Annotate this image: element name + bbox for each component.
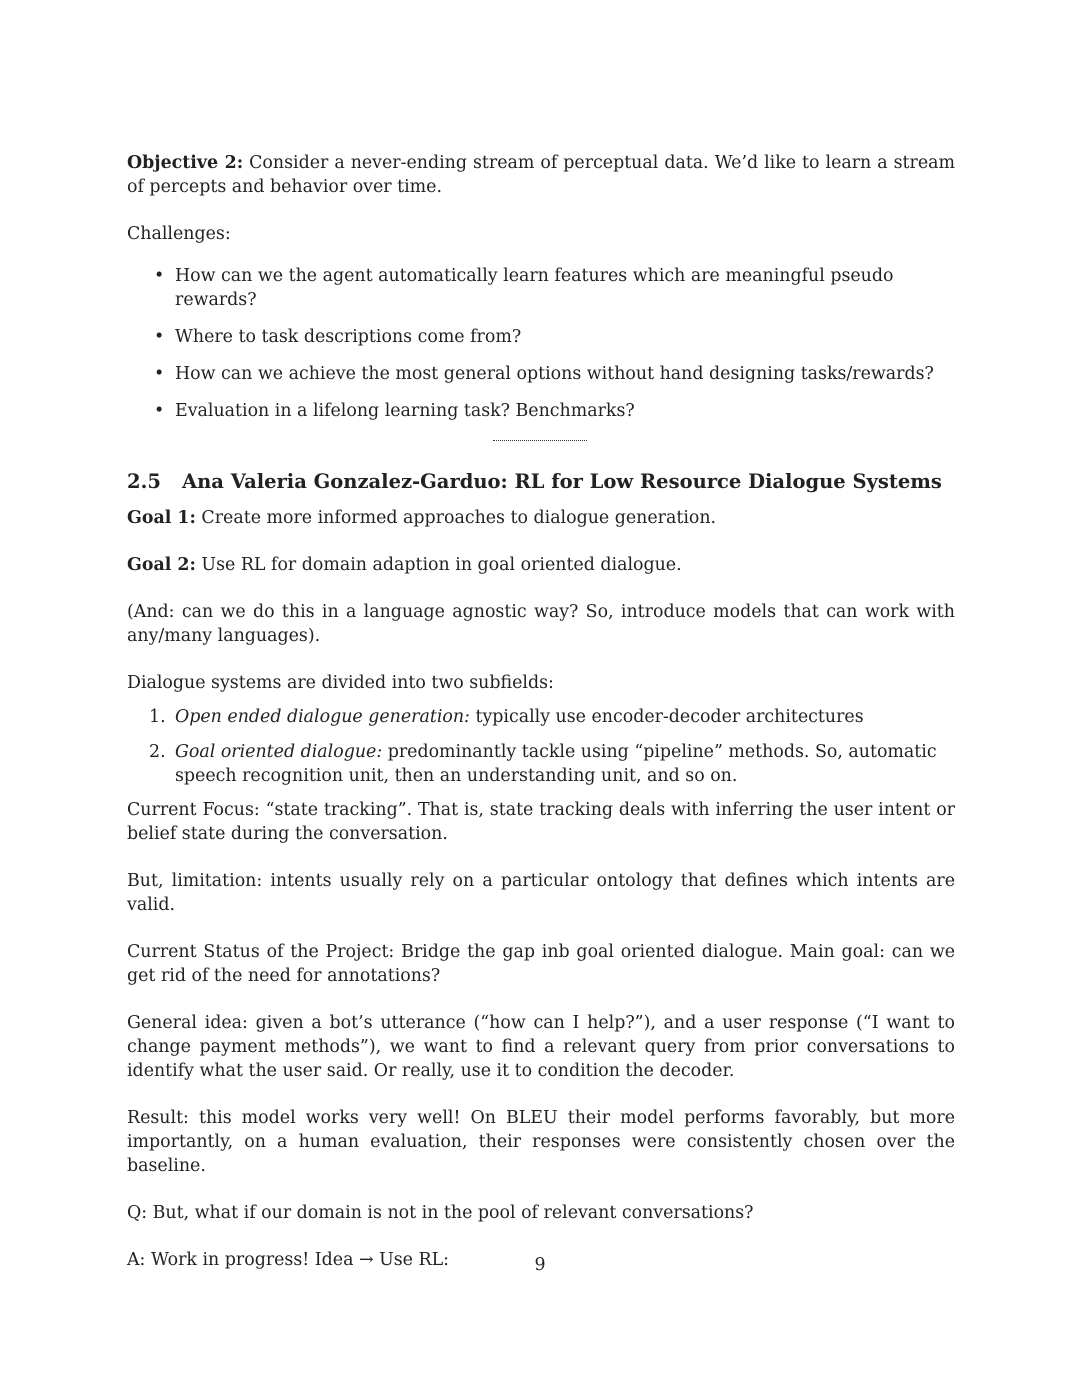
objective-label: Objective 2:	[127, 153, 244, 173]
subfields-list	[127, 705, 955, 788]
challenges-heading: Challenges:	[127, 224, 231, 244]
goal-2-paragraph	[127, 553, 955, 577]
limitation-paragraph: But, limitation: intents usually rely on a particular ontology that defines which intents are valid.	[127, 871, 955, 915]
objective-text: Consider a never-ending stream of perceptual data. We’d like to learn a stream of percepts and behavior over time.	[127, 153, 956, 197]
list-item: • Where to task descriptions come from?	[175, 325, 955, 349]
list-item	[149, 705, 955, 729]
status-paragraph: Current Status of the Project: Bridge the gap inb goal oriented dialogue. Main goal: can we get rid of the need for annotations?	[127, 942, 955, 986]
section-heading	[127, 468, 955, 496]
enum-number: 2.	[149, 742, 166, 762]
goal-2-text: Use RL for domain adaption in goal oriented dialogue.	[195, 555, 682, 575]
general-idea-paragraph: General idea: given a bot’s utterance (“how can I help?”), and a user response (“I want to change payment methods”), we want to find a relevant query from prior conversations to identify what the user said. Or really, use it to condition the decoder.	[127, 1013, 955, 1081]
page-number: 9	[534, 1255, 546, 1275]
objective-paragraph	[127, 151, 955, 199]
subfields-intro: Dialogue systems are divided into two subfields:	[127, 673, 554, 693]
question-paragraph: Q: But, what if our domain is not in the pool of relevant conversations?	[127, 1203, 754, 1223]
list-item: • How can we achieve the most general options without hand designing tasks/rewards?	[175, 362, 955, 386]
list-item: • How can we the agent automatically learn features which are meaningful pseudo rewards?	[175, 264, 955, 312]
goal-1-paragraph	[127, 506, 955, 530]
list-item	[149, 740, 955, 788]
language-agnostic-paragraph: (And: can we do this in a language agnostic way? So, introduce models that can work with any/many languages).	[127, 602, 955, 646]
current-focus-paragraph: Current Focus: “state tracking”. That is, state tracking deals with inferring the user intent or belief state during the conversation.	[127, 800, 955, 844]
subfield-text: typically use encoder-decoder architectures	[469, 707, 864, 727]
subfield-text: predominantly tackle using “pipeline” methods. So, automatic speech recognition unit, then an understanding unit, and so on.	[175, 742, 937, 786]
goal-1-text: Create more informed approaches to dialogue generation.	[195, 508, 717, 528]
subfield-term: Goal oriented dialogue:	[175, 742, 383, 762]
page-body	[127, 151, 955, 1272]
list-item: • Evaluation in a lifelong learning task? Benchmarks?	[175, 399, 955, 423]
goal-1-label: Goal 1:	[127, 508, 196, 528]
section-title: Ana Valeria Gonzalez-Garduo: RL for Low Resource Dialogue Systems	[182, 470, 942, 493]
section-separator	[493, 440, 587, 441]
challenges-list	[127, 264, 955, 423]
goal-2-label: Goal 2:	[127, 555, 196, 575]
section-number: 2.5	[127, 470, 161, 493]
answer-paragraph: A: Work in progress! Idea → Use RL:	[127, 1250, 449, 1270]
result-paragraph: Result: this model works very well! On BLEU their model performs favorably, but more importantly, on a human evaluation, their responses were consistently chosen over the baseline.	[127, 1108, 955, 1176]
enum-number: 1.	[149, 707, 166, 727]
subfield-term: Open ended dialogue generation:	[175, 707, 470, 727]
